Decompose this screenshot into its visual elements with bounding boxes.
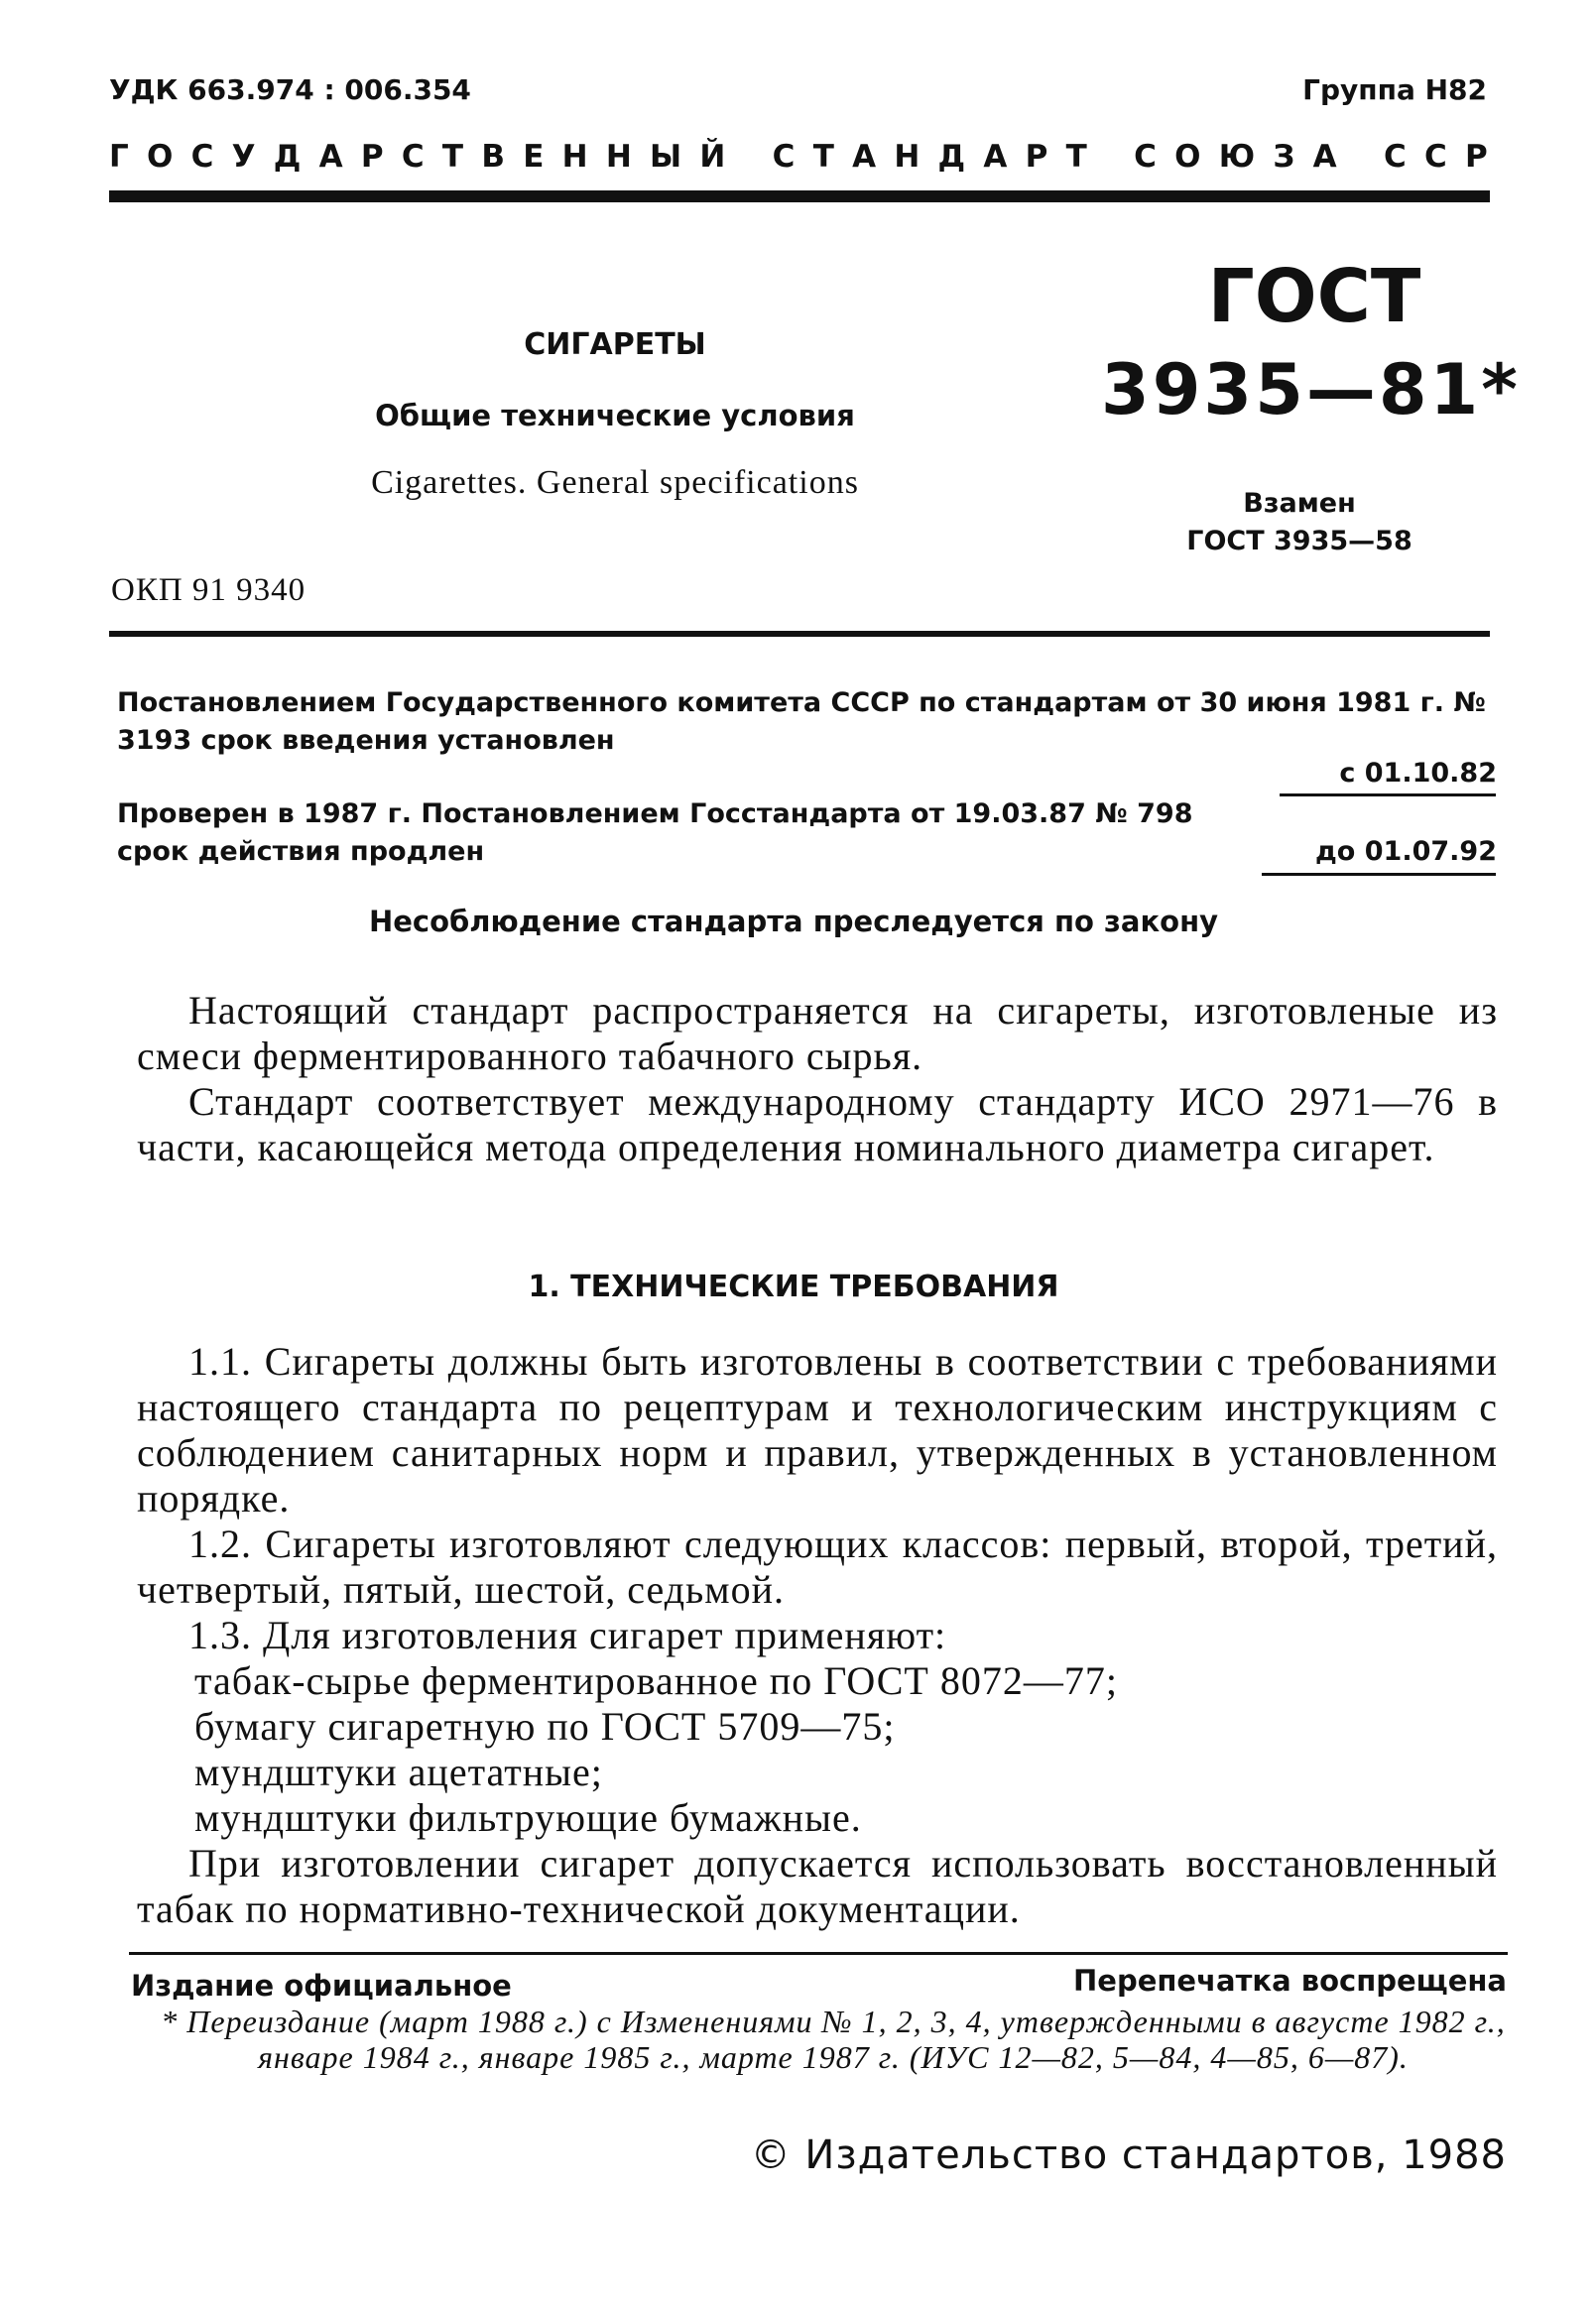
introduction-date: с 01.10.82	[1339, 758, 1497, 789]
checked-text: Проверен в 1987 г. Постановлением Госстандарта от 19.03.87 № 798 срок действия продлен	[117, 798, 1193, 867]
clause-1-1: 1.1. Сигареты должны быть изготовлены в соответствии с требованиями настоящего стандарта по рецептурам и технологическим инструкциям с соблюдением санитарных норм и правил, утвержденных в установленном порядке.	[137, 1339, 1498, 1521]
intro-paragraph-1: Настоящий стандарт распространяется на сигареты, изготовленые из смеси ферментированного табачного сырья.	[137, 988, 1498, 1078]
heading-letter: О	[1174, 139, 1201, 175]
reissue-note: * Переиздание (март 1988 г.) с Изменениями № 1, 2, 3, 4, утвержденными в августе 1982 г., январе 1984 г., январе 1985 г., марте 1987 г. (ИУС 12—82, 5—84, 4—85, 6—87).	[161, 2004, 1506, 2075]
udk-code: УДК 663.974 : 006.354	[109, 73, 471, 106]
heading-letter	[744, 139, 755, 175]
legal-warning: Несоблюдение стандарта преследуется по закону	[368, 905, 1219, 938]
heading-letter: В	[481, 139, 505, 175]
heading-letter: Д	[273, 139, 302, 175]
document-title: СИГАРЕТЫ	[524, 327, 706, 362]
replaces-value: ГОСТ 3935—58	[1186, 526, 1412, 556]
heading-letter: Ю	[1218, 139, 1256, 175]
extension-date: до 01.07.92	[1315, 836, 1497, 867]
heading-letter: Й	[699, 139, 726, 175]
clause-1-2: 1.2. Сигареты изготовляют следующих классов: первый, второй, третий, четвертый, пятый, шестой, седьмой.	[137, 1522, 1498, 1612]
heading-letter: Н	[561, 139, 588, 175]
extension-date-underline	[1262, 873, 1496, 876]
material-item: мундштуки ацетатные;	[194, 1750, 603, 1794]
heading-letter: А	[1312, 139, 1337, 175]
section-heading: 1. ТЕХНИЧЕСКИЕ ТРЕБОВАНИЯ	[528, 1270, 1059, 1304]
state-standard-heading	[109, 139, 1488, 175]
heading-letter	[1355, 139, 1366, 175]
heading-letter: Р	[1025, 139, 1048, 175]
heading-letter: С	[1134, 139, 1157, 175]
heading-letter: Н	[605, 139, 632, 175]
heading-letter	[1105, 139, 1116, 175]
intro-paragraph-2: Стандарт соответствует международному стандарту ИСО 2971—76 в части, касающейся метода определения номинального диаметра сигарет.	[137, 1079, 1498, 1169]
heading-letter: Д	[937, 139, 966, 175]
copyright-line: © Издательство стандартов, 1988	[750, 2132, 1507, 2178]
heading-letter: А	[318, 139, 343, 175]
material-item: бумагу сигаретную по ГОСТ 5709—75;	[194, 1704, 896, 1749]
document-subtitle: Общие технические условия	[375, 399, 855, 432]
heading-letter: С	[1383, 139, 1407, 175]
intro-date-underline	[1280, 793, 1496, 796]
heading-letter: Н	[894, 139, 921, 175]
header-thick-rule	[109, 190, 1490, 202]
gost-number: 3935—81*	[1101, 349, 1521, 430]
replaces-label: Взамен	[1243, 488, 1356, 519]
heading-letter: Т	[441, 139, 464, 175]
material-item: мундштуки фильтрующие бумажные.	[194, 1795, 862, 1840]
heading-letter: С	[772, 139, 796, 175]
clause-note: При изготовлении сигарет допускается использовать восстановленный табак по нормативно-технической документации.	[137, 1841, 1498, 1931]
heading-letter: Р	[360, 139, 384, 175]
heading-letter: С	[401, 139, 425, 175]
heading-letter: Т	[1065, 139, 1087, 175]
reprint-notice: Перепечатка воспрещена	[1073, 1964, 1507, 1998]
heading-letter: О	[147, 139, 174, 175]
material-item: табак-сырье ферментированное по ГОСТ 8072—77;	[194, 1658, 1118, 1703]
heading-letter: С	[190, 139, 214, 175]
title-block-rule	[109, 631, 1490, 637]
group-code: Группа Н82	[1302, 73, 1487, 106]
heading-letter: А	[983, 139, 1008, 175]
edition-label: Издание официальное	[131, 1969, 512, 2003]
heading-letter: Ы	[650, 139, 682, 175]
clause-1-3: 1.3. Для изготовления сигарет применяют:	[188, 1613, 947, 1657]
document-title-english: Cigarettes. General specifications	[371, 464, 859, 501]
heading-letter: Г	[109, 139, 129, 175]
heading-letter: З	[1273, 139, 1295, 175]
decree-text: Постановлением Государственного комитета СССР по стандартам от 30 июня 1981 г. № 3193 срок введения установлен	[117, 687, 1486, 756]
heading-letter: Т	[812, 139, 834, 175]
heading-letter: У	[231, 139, 256, 175]
heading-letter: А	[852, 139, 877, 175]
footer-rule	[129, 1952, 1508, 1955]
okp-code: ОКП 91 9340	[111, 572, 307, 608]
heading-letter: Р	[1464, 139, 1488, 175]
heading-letter: Е	[523, 139, 545, 175]
gost-label: ГОСТ	[1207, 254, 1421, 339]
heading-letter: С	[1423, 139, 1447, 175]
